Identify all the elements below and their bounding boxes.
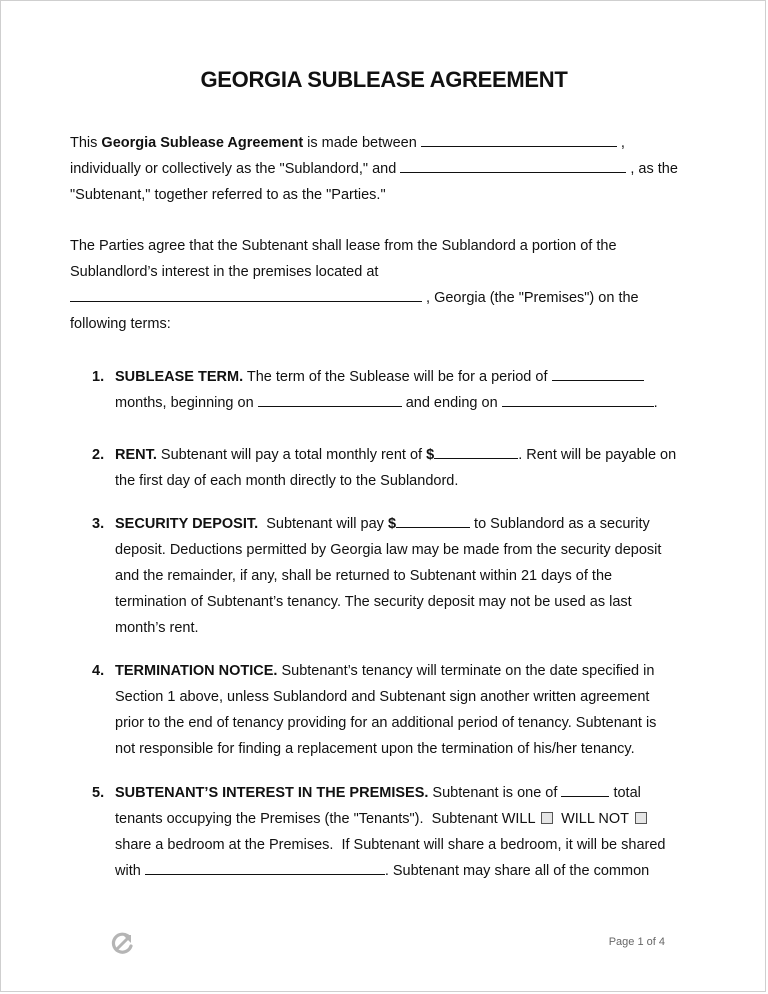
item-heading: SUBTENANT’S INTEREST IN THE PREMISES. xyxy=(115,785,429,801)
term-months-blank[interactable] xyxy=(552,366,644,381)
item-body xyxy=(115,442,705,494)
item-text: . Subtenant may share all of the common xyxy=(384,863,650,879)
intro-text: individually or collectively as the "Sublandord," and xyxy=(70,161,401,177)
tenant-count-blank[interactable] xyxy=(561,782,609,797)
dollar-sign: $ xyxy=(426,447,435,463)
premises-line-4: following terms: xyxy=(70,316,171,332)
start-date-blank[interactable] xyxy=(258,392,402,407)
premises-line-3 xyxy=(70,285,702,311)
premises-text: , Georgia (the "Premises") on the xyxy=(422,290,639,306)
premises-paragraph xyxy=(70,233,702,337)
item-text: Subtenant’s tenancy will terminate on the date specified in xyxy=(277,663,655,679)
item-body xyxy=(115,364,705,416)
item-text: not responsible for finding a replacement upon the termination of his/her tenancy. xyxy=(115,741,635,757)
item-text: month’s rent. xyxy=(115,620,199,636)
item-body xyxy=(115,511,705,641)
item-text: WILL NOT xyxy=(557,811,633,827)
item-text: share a bedroom at the Premises. If Subtenant will share a bedroom, it will be shared xyxy=(115,837,666,853)
sublandlord-name-blank[interactable] xyxy=(421,132,617,147)
shared-with-blank[interactable] xyxy=(145,860,385,875)
item-heading: SUBLEASE TERM. xyxy=(115,369,244,385)
premises-line-2: Sublandlord’s interest in the premises located at xyxy=(70,264,379,280)
item-text: months, beginning on xyxy=(115,395,258,411)
intro-paragraph xyxy=(70,130,702,208)
item-number: 3. xyxy=(92,516,105,532)
item-number: 4. xyxy=(92,663,105,679)
item-text: and the remainder, if any, shall be returned to Subtenant within 21 days of the xyxy=(115,568,613,584)
item-text: . Rent will be payable on xyxy=(518,447,677,463)
dollar-sign: $ xyxy=(387,516,397,532)
item-number: 1. xyxy=(92,369,105,385)
item-number: 2. xyxy=(92,447,105,463)
intro-text: is made between xyxy=(303,135,421,151)
item-body xyxy=(115,780,705,884)
item-text: Subtenant is one of xyxy=(428,785,562,801)
premises-line-1: The Parties agree that the Subtenant shall lease from the Sublandord a portion of the xyxy=(70,238,617,254)
monthly-rent-blank[interactable] xyxy=(434,444,518,459)
item-text: . xyxy=(653,395,658,411)
item-text: Subtenant will pay xyxy=(258,516,388,532)
item-text: The term of the Sublease will be for a period of xyxy=(243,369,552,385)
item-text: the first day of each month directly to the Sublandord. xyxy=(115,473,459,489)
item-text: tenants occupying the Premises (the "Tenants"). Subtenant WILL xyxy=(115,811,540,827)
item-text: and ending on xyxy=(401,395,502,411)
item-heading: RENT. xyxy=(115,447,157,463)
security-deposit-blank[interactable] xyxy=(396,513,470,528)
end-date-blank[interactable] xyxy=(502,392,654,407)
document-title: GEORGIA SUBLEASE AGREEMENT xyxy=(200,67,568,92)
intro-line-2 xyxy=(70,156,702,182)
intro-text: , as the xyxy=(626,161,678,177)
intro-line-1 xyxy=(70,130,702,156)
item-text: Subtenant will pay a total monthly rent of xyxy=(156,447,427,463)
will-not-share-checkbox[interactable] xyxy=(635,812,647,824)
refresh-arrow-icon xyxy=(109,931,135,957)
item-text: Section 1 above, unless Sublandord and Subtenant sign another written agreement xyxy=(115,689,650,705)
will-share-checkbox[interactable] xyxy=(541,812,553,824)
item-number: 5. xyxy=(92,785,105,801)
page-number: Page 1 of 4 xyxy=(608,936,665,948)
subtenant-name-blank[interactable] xyxy=(400,158,626,173)
intro-text: , xyxy=(616,135,625,151)
item-text: to Sublandord as a security xyxy=(470,516,650,532)
item-text: with xyxy=(115,863,145,879)
intro-text: This xyxy=(70,135,102,151)
item-body xyxy=(115,658,705,762)
item-text: prior to the end of tenancy providing for an additional period of tenancy. Subtenant is xyxy=(115,715,657,731)
item-heading: TERMINATION NOTICE. xyxy=(115,663,278,679)
premises-address-blank[interactable] xyxy=(70,287,422,302)
item-text: termination of Subtenant’s tenancy. The security deposit may not be used as last xyxy=(115,594,632,610)
intro-line-3: "Subtenant," together referred to as the "Parties." xyxy=(70,187,386,203)
item-text: total xyxy=(609,785,641,801)
agreement-name: Georgia Sublease Agreement xyxy=(101,135,304,151)
item-text: deposit. Deductions permitted by Georgia law may be made from the security deposit xyxy=(115,542,662,558)
item-heading: SECURITY DEPOSIT. xyxy=(115,516,259,532)
